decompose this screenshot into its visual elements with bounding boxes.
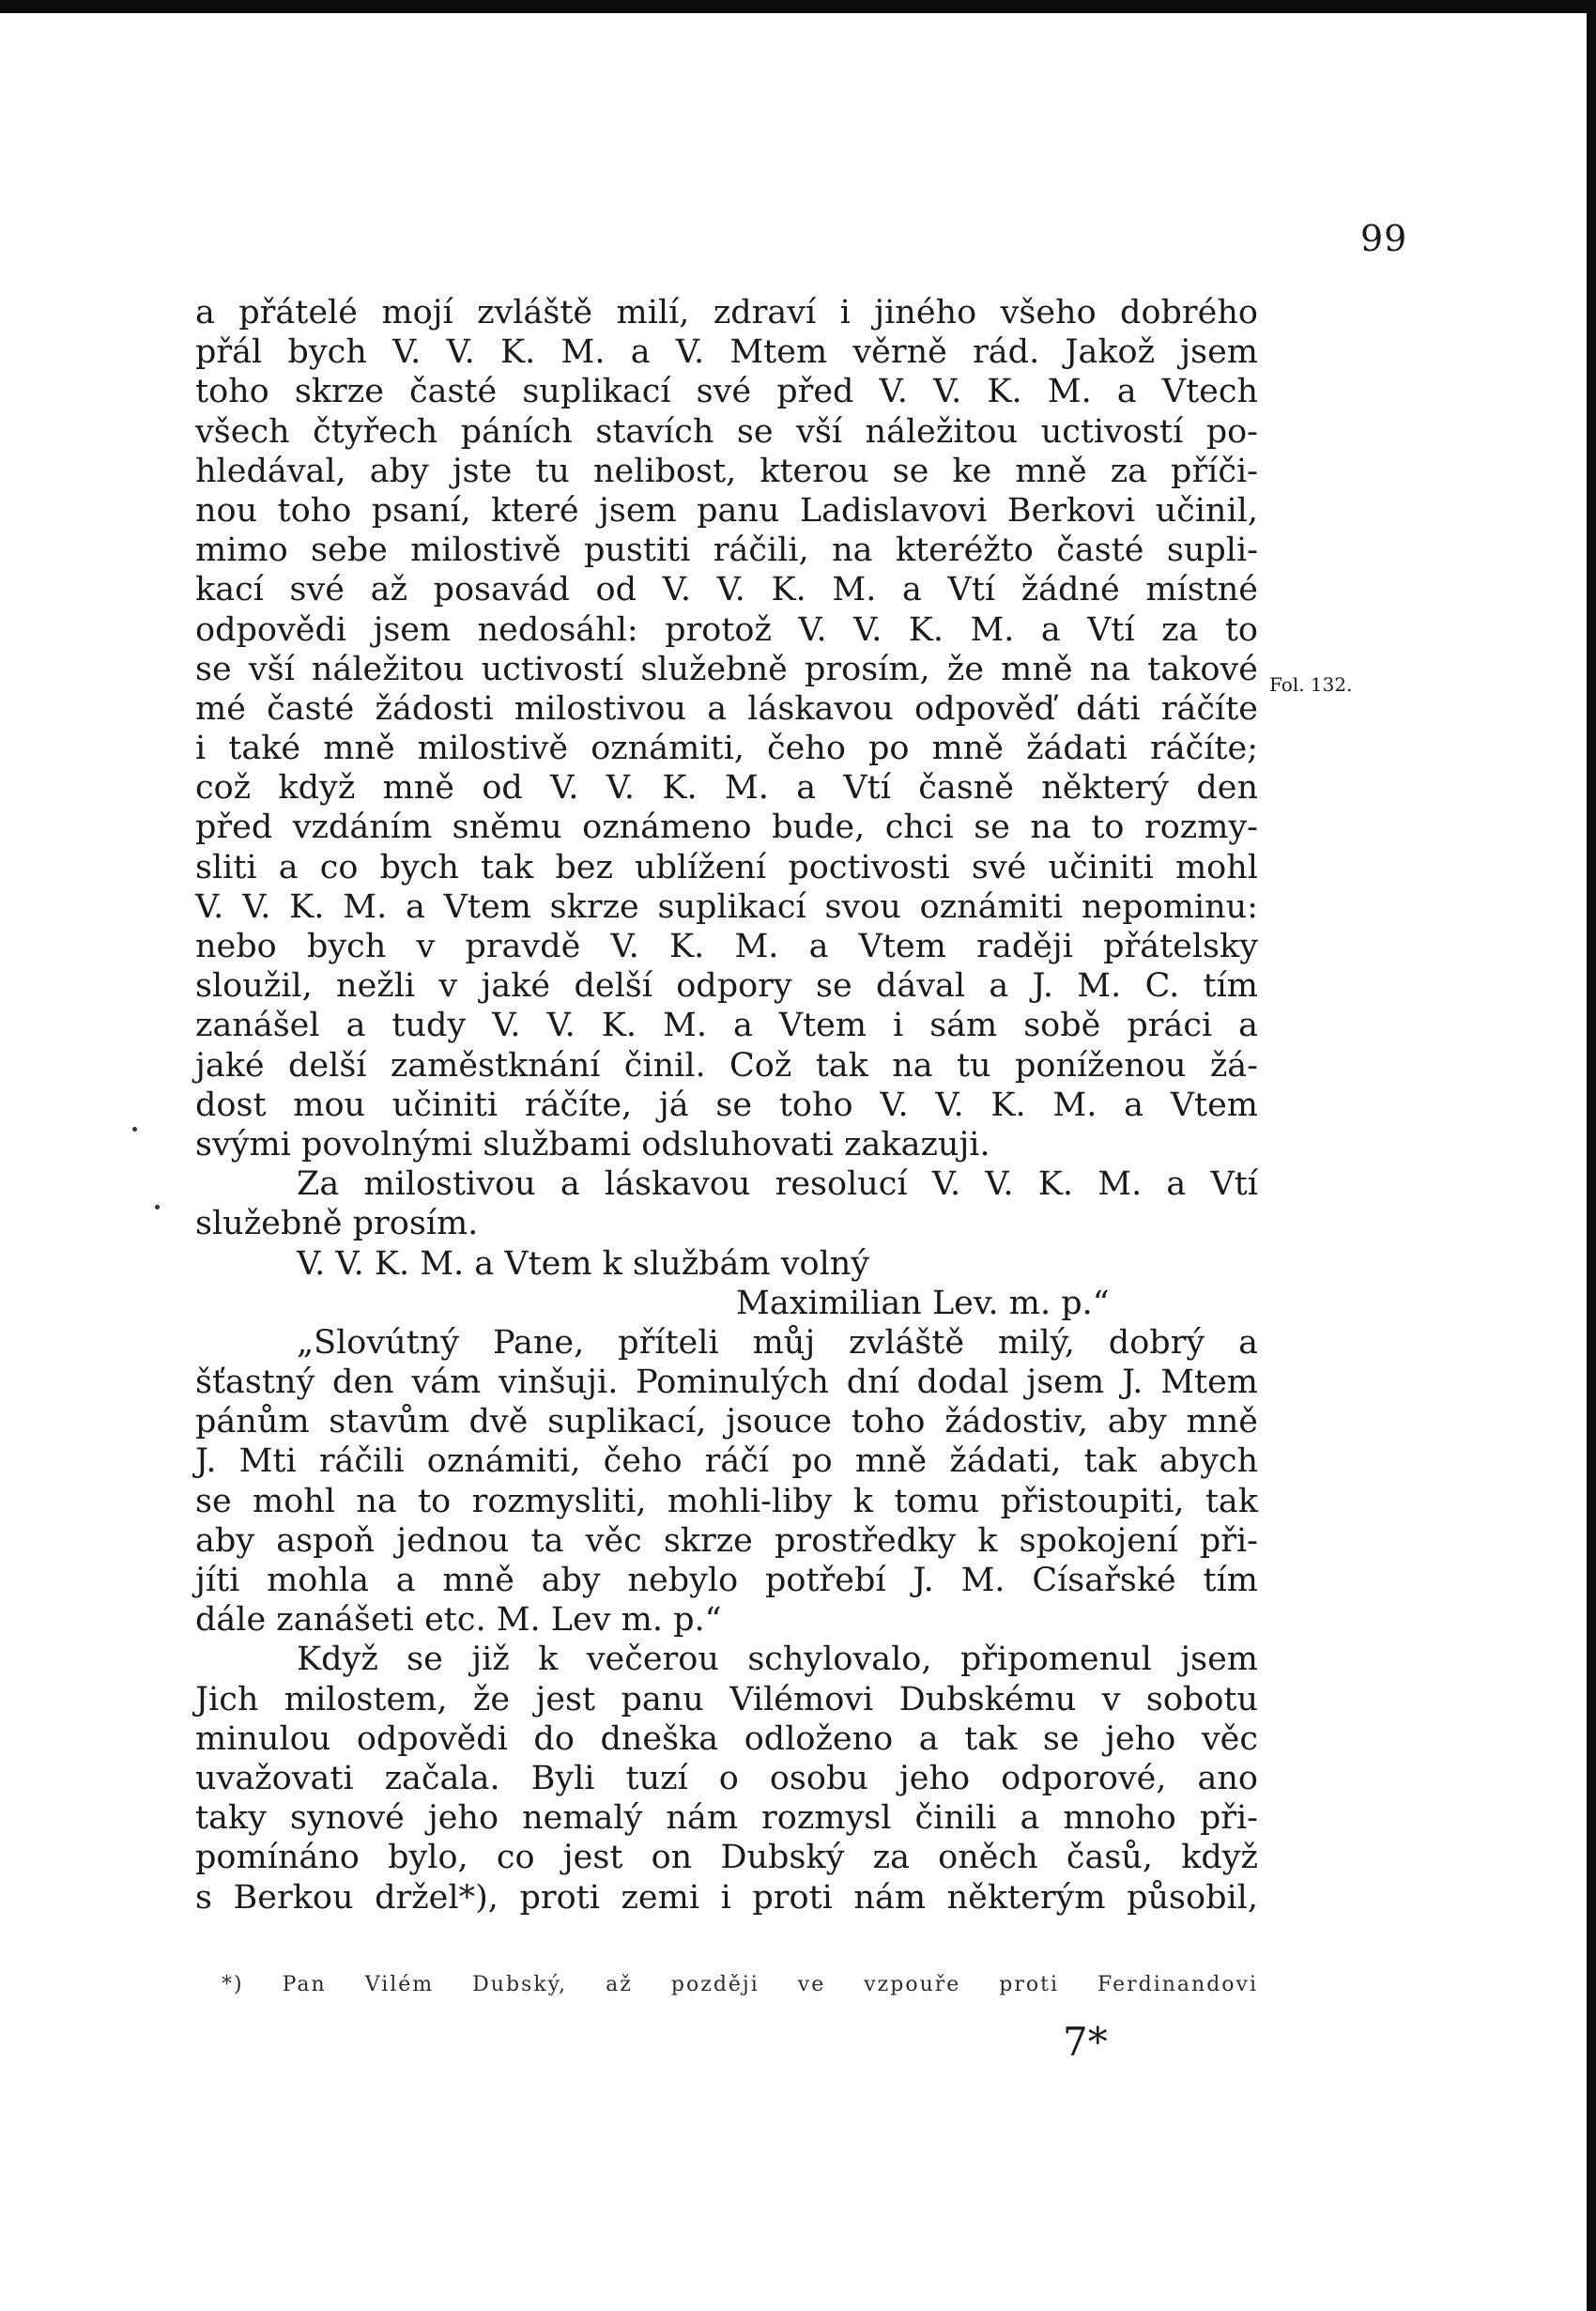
text-line: mé časté žádosti milostivou a láskavou odpověď dáti ráčíte [195, 689, 1258, 728]
body-text [195, 293, 1258, 1918]
text-line: jíti mohla a mně aby nebylo potřebí J. M. Císařské tím [195, 1562, 1258, 1599]
text-line: všech čtyřech páních stavích se vší náležitou uctivostí po- [195, 412, 1258, 451]
text-line: V. V. K. M. a Vtem skrze suplikací svou oznámiti nepominu: [195, 887, 1258, 926]
text-line: taky synové jeho nemalý nám rozmysl činili a mnoho při- [195, 1799, 1258, 1838]
scan-top-edge [0, 0, 1596, 13]
text-line: pánům stavům dvě suplikací, jsouce toho žádostiv, aby mně [195, 1403, 1258, 1441]
footnote: *) Pan Vilém Dubský, až později ve vzpouře proti Ferdinandovi [222, 1973, 1258, 1996]
text-line: J. Mti ráčili oznámiti, čeho ráčí po mně žádati, tak abych [195, 1442, 1258, 1481]
text-line: V. V. K. M. a Vtem k službám volný [297, 1244, 870, 1283]
text-line: dost mou učiniti ráčíte, já se toho V. V. K. M. a Vtem [195, 1086, 1258, 1124]
text-line: toho skrze časté suplikací své před V. V. K. M. a Vtech [195, 373, 1258, 411]
margin-mark [155, 1205, 160, 1209]
folio-margin-note: Fol. 132. [1269, 673, 1353, 696]
text-line: pomínáno bylo, co jest on Dubský za oněch časů, když [195, 1839, 1258, 1877]
text-line: se mohl na to rozmysliti, mohli-liby k tomu přistoupiti, tak [195, 1482, 1258, 1520]
letter-signature: Maximilian Lev. m. p.“ [736, 1284, 1110, 1322]
text-line: nebo bych v pravdě V. K. M. a Vtem raději přátelsky [195, 928, 1258, 965]
text-line: Jich milostem, že jest panu Vilémovi Dubskému v sobotu [195, 1680, 1258, 1718]
margin-mark [132, 1127, 137, 1132]
text-line: s Berkou držel*), proti zemi i proti nám některým působil, [195, 1878, 1258, 1917]
text-line: Za milostivou a láskavou resolucí V. V. K. M. a Vtí [297, 1165, 1258, 1204]
text-line: jaké delší zaměstknání činil. Což tak na tu poníženou žá- [195, 1046, 1258, 1085]
text-line: i také mně milostivě oznámiti, čeho po mně žádati ráčíte; [195, 730, 1258, 768]
text-line: což když mně od V. V. K. M. a Vtí časně některý den [195, 769, 1258, 808]
text-line: sloužil, nežli v jaké delší odpory se dával a J. M. C. tím [195, 967, 1258, 1006]
text-line: aby aspoň jednou ta věc skrze prostředky k spokojení při- [195, 1521, 1258, 1560]
text-line: přál bych V. V. K. M. a V. Mtem věrně rád. Jakož jsem [195, 333, 1258, 372]
text-line: nou toho psaní, které jsem panu Ladislavovi Berkovi učinil, [195, 491, 1258, 530]
text-line: zanášel a tudy V. V. K. M. a Vtem i sám sobě práci a [195, 1007, 1258, 1045]
text-line: „Slovútný Pane, příteli můj zvláště milý, dobrý a [297, 1323, 1258, 1362]
scan-right-edge [1587, 0, 1596, 2311]
text-line: hledával, aby jste tu nelibost, kterou se ke mně za příči- [195, 452, 1258, 490]
text-line: Když se již k večerou schylovalo, připomenul jsem [297, 1641, 1258, 1679]
text-line: odpovědi jsem nedosáhl: protož V. V. K. M. a Vtí za to [195, 610, 1258, 649]
text-line: kací své až posavád od V. V. K. M. a Vtí žádné místné [195, 571, 1258, 609]
text-line: před vzdáním sněmu oznámeno bude, chci se na to rozmy- [195, 809, 1258, 847]
text-line: a přátelé mojí zvláště milí, zdraví i jiného všeho dobrého [195, 294, 1258, 331]
text-line: sliti a co bych tak bez ublížení poctivosti své učiniti mohl [195, 848, 1258, 886]
text-line: mimo sebe milostivě pustiti ráčili, na kteréžto časté supli- [195, 532, 1258, 570]
text-line: minulou odpovědi do dneška odloženo a tak se jeho věc [195, 1719, 1258, 1758]
text-line: služebně prosím. [195, 1205, 479, 1243]
text-line: dále zanášeti etc. M. Lev m. p.“ [195, 1601, 722, 1640]
text-line: se vší náležitou uctivostí služebně prosím, že mně na takové [195, 650, 1258, 688]
page-number: 99 [1360, 218, 1408, 259]
text-line: šťastný den vám vinšuji. Pominulých dní dodal jsem J. Mtem [195, 1363, 1258, 1402]
text-line: svými povolnými službami odsluhovati zakazuji. [195, 1125, 990, 1163]
text-line: uvažovati začala. Byli tuzí o osobu jeho odporové, ano [195, 1759, 1258, 1797]
printer-signature-mark: 7* [1063, 2019, 1108, 2065]
